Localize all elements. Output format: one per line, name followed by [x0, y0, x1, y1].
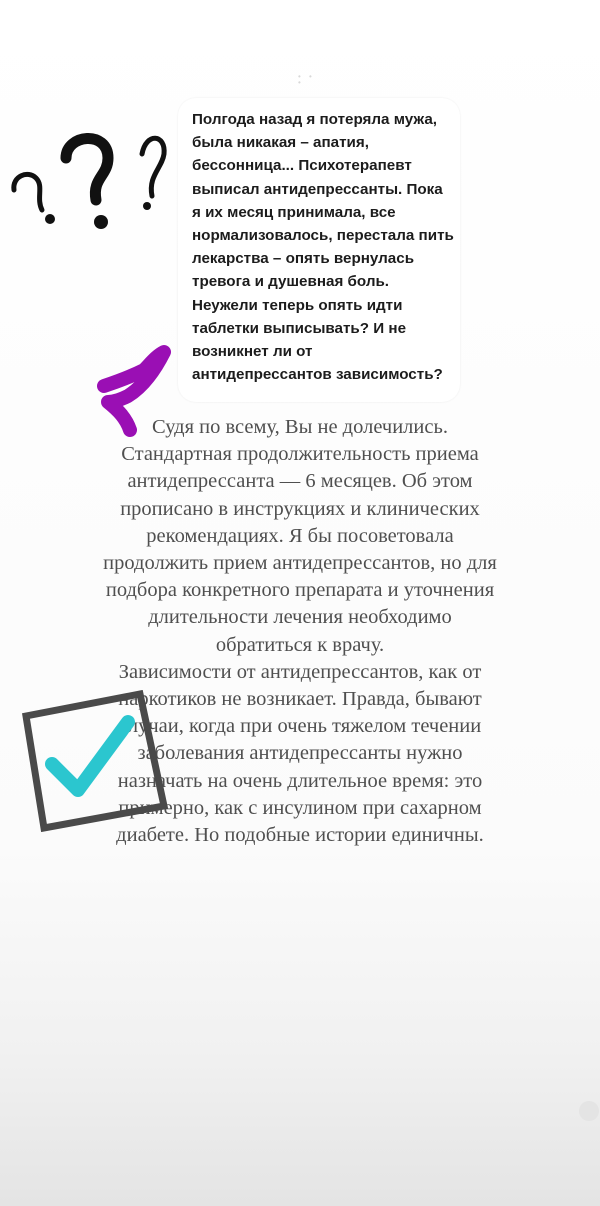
dots-decoration: • • • — [298, 72, 315, 87]
purple-squiggle-icon — [86, 338, 190, 440]
answer-paragraph-1: Судя по всему, Вы не долечились. Стандартная продолжительность приема антидепрессанта — 6 месяцев. Об этом прописано в инструкциях и клинических рекомендациях. Я бы посоветовала продолжить прием антидепрессантов, но для подбора конкретного препарата и уточнения длительности лечения необходимо обратиться к врачу. — [103, 416, 497, 656]
checkbox-check-icon — [18, 690, 170, 832]
scroll-indicator — [579, 1101, 599, 1121]
question-text: Полгода назад я потеряла мужа, была никакая – апатия, бессонница... Психотерапевт выписал антидепрессанты. Пока я их месяц принимала, все нормализовалось, перестала пить лекарства – опять вернулась тревога и душевная боль. Неужели теперь опять идти таблетки выписывать? И не возникнет ли от антидепрессантов зависимость? — [192, 111, 454, 384]
answer-paragraph-2: Зависимости от антидепрессантов, как от наркотиков не возникает. Правда, бывают случаи, когда при очень тяжелом течении заболевания антидепрессанты нужно назначать на очень длительное время: это примерно, как с инсулином при сахарном диабете. Но подобные истории единичны. — [116, 660, 484, 847]
question-marks-icon — [0, 118, 180, 238]
